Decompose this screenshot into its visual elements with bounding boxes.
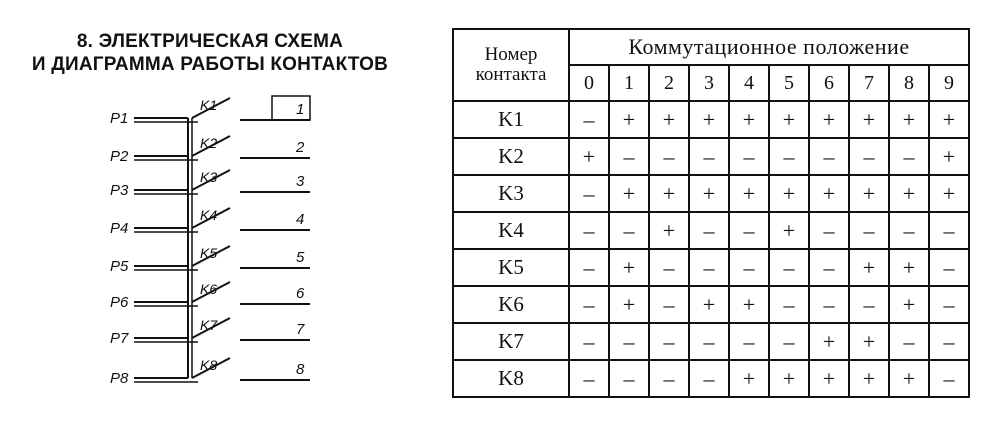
contact-state-cell: + <box>729 286 769 323</box>
contact-label: K1 <box>453 101 569 138</box>
contact-label: K1 <box>200 97 218 113</box>
contact-state-cell: + <box>609 249 649 286</box>
contact-diagram-table-wrap <box>452 28 970 398</box>
contact-state-cell: + <box>809 175 849 212</box>
contact-state-cell: + <box>689 101 729 138</box>
contact-state-cell: – <box>689 360 729 397</box>
contact-state-cell: + <box>849 175 889 212</box>
contact-state-cell: + <box>769 360 809 397</box>
contact-state-cell: – <box>609 360 649 397</box>
contact-state-cell: – <box>889 138 929 175</box>
contact-label: K7 <box>453 323 569 360</box>
position-number: 0 <box>569 65 609 101</box>
output-label: 5 <box>296 249 305 266</box>
contact-label: K2 <box>453 138 569 175</box>
contact-state-cell: – <box>569 101 609 138</box>
contact-label: K6 <box>453 286 569 323</box>
contact-state-cell: – <box>929 249 969 286</box>
contact-state-cell: + <box>689 286 729 323</box>
contact-state-cell: + <box>729 101 769 138</box>
table-row <box>453 360 969 397</box>
contact-state-cell: – <box>809 249 849 286</box>
input-label: P7 <box>110 330 129 347</box>
contact-state-cell: – <box>649 286 689 323</box>
contact-state-cell: – <box>729 249 769 286</box>
contact-state-cell: + <box>649 175 689 212</box>
section-heading <box>0 30 420 76</box>
contact-state-cell: + <box>649 101 689 138</box>
heading-line-2: И ДИАГРАММА РАБОТЫ КОНТАКТОВ <box>31 54 389 75</box>
contact-state-cell: – <box>769 286 809 323</box>
contact-state-cell: – <box>569 323 609 360</box>
switch-position-header: Коммутационное положение <box>569 29 969 65</box>
contact-state-cell: – <box>929 286 969 323</box>
contact-label: K4 <box>200 207 218 223</box>
contact-state-cell: + <box>729 360 769 397</box>
contact-state-cell: – <box>569 212 609 249</box>
contact-label: K5 <box>200 245 218 261</box>
contact-state-cell: + <box>729 175 769 212</box>
contact-state-cell: – <box>929 360 969 397</box>
position-number: 7 <box>849 65 889 101</box>
contact-state-cell: – <box>929 212 969 249</box>
contact-state-cell: + <box>809 101 849 138</box>
contact-state-cell: – <box>569 360 609 397</box>
contact-state-cell: – <box>769 249 809 286</box>
contact-state-cell: – <box>649 138 689 175</box>
contact-state-cell: – <box>689 323 729 360</box>
contact-label: K7 <box>200 317 218 333</box>
contact-label: K8 <box>200 357 218 373</box>
position-number: 3 <box>689 65 729 101</box>
contact-state-cell: – <box>729 212 769 249</box>
contact-state-cell: – <box>689 212 729 249</box>
contact-diagram-table <box>452 28 970 398</box>
position-number: 1 <box>609 65 649 101</box>
output-label: 1 <box>296 101 305 118</box>
contact-state-cell: + <box>609 101 649 138</box>
output-label: 4 <box>296 211 305 228</box>
contact-state-cell: – <box>849 212 889 249</box>
table-row <box>453 212 969 249</box>
contact-state-cell: – <box>649 323 689 360</box>
contact-label: K3 <box>200 169 218 185</box>
contact-state-cell: – <box>809 138 849 175</box>
contact-state-cell: – <box>689 138 729 175</box>
contact-state-cell: – <box>569 249 609 286</box>
contact-state-cell: + <box>569 138 609 175</box>
contact-state-cell: – <box>649 249 689 286</box>
table-row <box>453 101 969 138</box>
contact-state-cell: + <box>889 175 929 212</box>
contact-state-cell: – <box>889 323 929 360</box>
contact-state-cell: + <box>609 175 649 212</box>
output-label: 7 <box>296 321 305 338</box>
contact-state-cell: + <box>889 101 929 138</box>
input-label: P6 <box>110 294 129 311</box>
input-label: P2 <box>110 148 129 165</box>
input-label: P3 <box>110 182 129 199</box>
contact-state-cell: + <box>889 286 929 323</box>
contact-state-cell: + <box>849 360 889 397</box>
input-label: P4 <box>110 220 129 237</box>
contact-state-cell: – <box>729 323 769 360</box>
position-number: 4 <box>729 65 769 101</box>
position-number: 5 <box>769 65 809 101</box>
contact-state-cell: – <box>769 323 809 360</box>
contact-state-cell: + <box>609 286 649 323</box>
contact-state-cell: – <box>609 323 649 360</box>
contact-state-cell: – <box>849 138 889 175</box>
contact-state-cell: + <box>849 101 889 138</box>
table-header-row <box>453 29 969 65</box>
contact-state-cell: – <box>769 138 809 175</box>
contact-state-cell: + <box>929 138 969 175</box>
output-label: 3 <box>296 173 305 190</box>
contact-state-cell: – <box>809 286 849 323</box>
contact-state-cell: + <box>769 212 809 249</box>
position-number: 8 <box>889 65 929 101</box>
contact-state-cell: – <box>609 212 649 249</box>
contact-state-cell: + <box>889 360 929 397</box>
contact-label: K2 <box>200 135 218 151</box>
contact-label: K5 <box>453 249 569 286</box>
contact-state-cell: – <box>889 212 929 249</box>
table-row <box>453 286 969 323</box>
contact-state-cell: + <box>809 323 849 360</box>
contact-schematic <box>100 88 340 398</box>
contact-state-cell: + <box>769 175 809 212</box>
contact-state-cell: – <box>929 323 969 360</box>
contact-state-cell: – <box>649 360 689 397</box>
position-number: 6 <box>809 65 849 101</box>
contact-state-cell: + <box>849 323 889 360</box>
contact-state-cell: + <box>689 175 729 212</box>
contact-label: K6 <box>200 281 218 297</box>
contact-label: K8 <box>453 360 569 397</box>
input-label: P1 <box>110 110 129 127</box>
table-row <box>453 323 969 360</box>
contact-state-cell: – <box>729 138 769 175</box>
contact-state-cell: + <box>929 175 969 212</box>
position-number: 9 <box>929 65 969 101</box>
contact-state-cell: + <box>809 360 849 397</box>
position-number: 2 <box>649 65 689 101</box>
contact-state-cell: + <box>649 212 689 249</box>
contact-state-cell: – <box>809 212 849 249</box>
contact-state-cell: – <box>609 138 649 175</box>
contact-state-cell: + <box>929 101 969 138</box>
output-label: 6 <box>296 285 305 302</box>
table-row <box>453 249 969 286</box>
contact-state-cell: – <box>849 286 889 323</box>
table-row <box>453 175 969 212</box>
contact-state-cell: + <box>769 101 809 138</box>
input-label: P5 <box>110 258 129 275</box>
contact-number-header: Номер контакта <box>453 29 569 101</box>
input-label: P8 <box>110 370 129 387</box>
table-row <box>453 138 969 175</box>
contact-state-cell: – <box>569 286 609 323</box>
output-label: 8 <box>296 361 305 378</box>
contact-state-cell: – <box>569 175 609 212</box>
contact-label: K3 <box>453 175 569 212</box>
output-label: 2 <box>296 139 305 156</box>
contact-state-cell: + <box>889 249 929 286</box>
heading-line-1: 8. ЭЛЕКТРИЧЕСКАЯ СХЕМА <box>76 31 344 52</box>
contact-state-cell: – <box>689 249 729 286</box>
contact-label: K4 <box>453 212 569 249</box>
contact-state-cell: + <box>849 249 889 286</box>
